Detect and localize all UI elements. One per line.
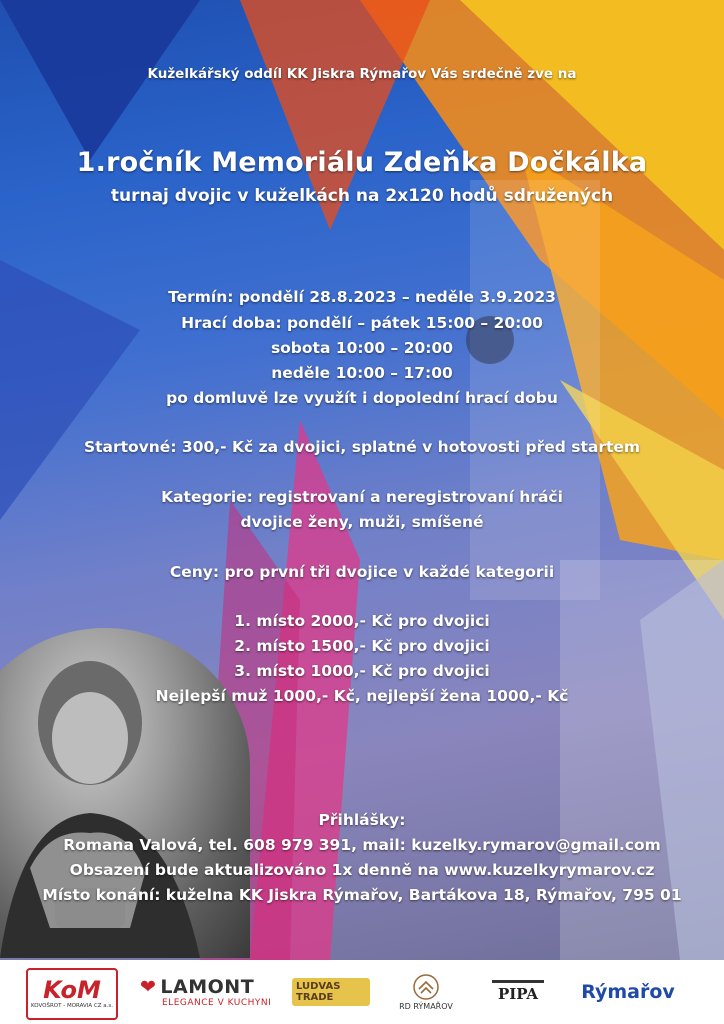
schedule-sunday: neděle 10:00 – 17:00 (271, 364, 453, 382)
registration-update-note: Obsazení bude aktualizováno 1x denně na www.kuzelkyrymarov.cz (69, 861, 655, 879)
schedule-morning-note: po domluvě lze využít i dopolední hrací dobu (166, 389, 558, 407)
prizes-heading: Ceny: pro první tři dvojice v každé kategorii (169, 563, 555, 581)
rd-house-icon (413, 974, 439, 1000)
prize-second: 2. místo 1500,- Kč pro dvojici (234, 637, 490, 655)
kom-logo-subtext: KOVOŠROT - MORAVIA CZ a.s. (30, 1003, 114, 1009)
venue-address: Místo konání: kuželna KK Jiskra Rýmařov, Bartákova 18, Rýmařov, 795 01 (42, 886, 682, 904)
registration-heading: Přihlášky: (318, 811, 406, 829)
categories-line-2: dvojice ženy, muži, smíšené (240, 513, 484, 531)
sponsor-bar (0, 960, 724, 1024)
entry-fee: Startovné: 300,- Kč za dvojici, splatné v hotovosti před startem (83, 438, 641, 456)
kom-logo-text: KoM (43, 976, 101, 1004)
rd-logo-text: RD RÝMAŘOV (399, 1001, 453, 1011)
ludvas-logo-text: LUDVAS TRADE (292, 978, 370, 1006)
sponsor-logo-rd-rymarov (393, 968, 459, 1016)
sponsor-logo-lamont (140, 968, 275, 1016)
schedule-play-time: Hrací doba: pondělí – pátek 15:00 – 20:00 (181, 314, 543, 332)
page-subtitle: turnaj dvojic v kuželkách na 2x120 hodů sdružených (110, 186, 614, 206)
schedule-term: Termín: pondělí 28.8.2023 – neděle 3.9.2023 (168, 288, 556, 306)
sponsor-logo-pipa (482, 968, 554, 1016)
page-title: 1.ročník Memoriálu Zdeňka Dočkálka (76, 147, 648, 178)
lamont-check-icon: ❤ (140, 976, 157, 998)
prize-first: 1. místo 2000,- Kč pro dvojici (234, 612, 490, 630)
sponsor-logo-kom (26, 968, 118, 1020)
prize-third: 3. místo 1000,- Kč pro dvojici (234, 662, 490, 680)
rymarov-logo-text: Rýmařov (581, 981, 675, 1003)
lamont-logo-subtext: ELEGANCE V KUCHYNI (162, 998, 272, 1008)
lamont-logo-text: LAMONT (160, 976, 255, 998)
pipa-logo-text: PIPA (492, 980, 544, 1005)
prize-best-players: Nejlepší muž 1000,- Kč, nejlepší žena 1000,- Kč (155, 687, 569, 705)
sponsor-logo-rymarov (578, 968, 678, 1016)
schedule-saturday: sobota 10:00 – 20:00 (270, 339, 454, 357)
invitation-text: Kuželkářský oddíl KK Jiskra Rýmařov Vás srdečně zve na (147, 66, 577, 82)
sponsor-logo-ludvas (292, 968, 370, 1016)
categories-line-1: Kategorie: registrovaní a neregistrovaní hráči (161, 488, 563, 506)
registration-contact: Romana Valová, tel. 608 979 391, mail: kuzelky.rymarov@gmail.com (63, 836, 661, 854)
